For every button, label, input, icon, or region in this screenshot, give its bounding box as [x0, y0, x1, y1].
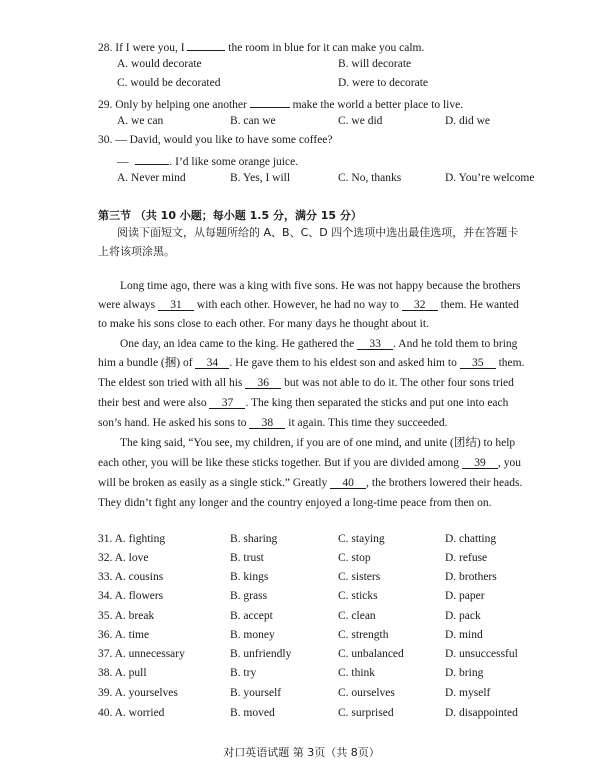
q35-option-d: D. pack — [445, 610, 481, 622]
q30-option-d: D. You’re welcome — [445, 172, 535, 184]
q38-option-d: D. bring — [445, 667, 484, 679]
text-segment: One day, an idea came to the king. He gathered the — [120, 338, 355, 350]
text-segment: son’s hand. He asked his sons to — [98, 417, 247, 429]
section-3-instruction-line-1: 阅读下面短文，从每题所给的 A、B、C、D 四个选项中选出最佳选项，并在答题卡 — [117, 226, 519, 239]
q36-option-d: D. mind — [445, 629, 483, 641]
q30-option-c: C. No, thanks — [338, 172, 402, 184]
q30-option-b: B. Yes, I will — [230, 172, 291, 184]
q28-option-a: A. would decorate — [117, 58, 202, 70]
q39-option-d: D. myself — [445, 687, 491, 699]
q37-option-a: 37. A. unnecessary — [98, 648, 185, 660]
q35-option-b: B. accept — [230, 610, 273, 622]
q31-option-a: 31. A. fighting — [98, 533, 166, 545]
passage-p1-line-1: Long time ago, there was a king with five sons. He was not happy because the brothers — [120, 280, 521, 292]
q29-option-c: C. we did — [338, 115, 383, 127]
text-segment: it again. This time they succeeded. — [288, 417, 448, 429]
q28-option-b: B. will decorate — [338, 58, 412, 70]
blank-39: 39 — [462, 456, 498, 469]
q40-option-d: D. disappointed — [445, 707, 518, 719]
q28-stem-end: the room in blue for it can make you calm. — [228, 42, 425, 54]
q35-option-a: 35. A. break — [98, 610, 155, 622]
q39-option-c: C. ourselves — [338, 687, 395, 699]
text-segment: , you — [497, 457, 521, 469]
q37-option-c: C. unbalanced — [338, 648, 404, 660]
passage-p3-line-2 — [98, 456, 521, 470]
text-segment: but was not able to do it. The other four sons tried — [284, 377, 514, 389]
q40-option-c: C. surprised — [338, 707, 394, 719]
q29-stem-end: make the world a better place to live. — [292, 99, 464, 111]
question-29-stem — [98, 95, 463, 112]
q34-option-a: 34. A. flowers — [98, 590, 164, 602]
q39-option-a: 39. A. yourselves — [98, 687, 178, 699]
q31-option-b: B. sharing — [230, 533, 278, 545]
passage-p2-line-5 — [98, 416, 447, 430]
blank-37: 37 — [209, 396, 245, 409]
q29-option-d: D. did we — [445, 115, 491, 127]
q31-option-c: C. staying — [338, 533, 385, 545]
blank-35: 35 — [460, 356, 496, 369]
text-segment: their best and were also — [98, 397, 207, 409]
text-segment: them. — [498, 357, 525, 369]
text-segment: them. He wanted — [440, 299, 519, 311]
q28-blank — [187, 38, 225, 51]
passage-p1-line-3: to make his sons close to each other. For many days he thought about it. — [98, 318, 429, 330]
q29-blank — [250, 95, 290, 108]
page-footer: 对口英语试题 第 3页（共 8页） — [223, 746, 380, 759]
q40-option-a: 40. A. worried — [98, 707, 165, 719]
q33-option-b: B. kings — [230, 571, 269, 583]
q32-option-a: 32. A. love — [98, 552, 149, 564]
q32-option-c: C. stop — [338, 552, 371, 564]
text-segment: each other, you will be like these sticks together. But if you are divided among — [98, 457, 460, 469]
q38-option-c: C. think — [338, 667, 376, 679]
q32-option-d: D. refuse — [445, 552, 488, 564]
section-3-instruction-line-2: 上将该项涂黑。 — [98, 245, 175, 258]
q33-option-c: C. sisters — [338, 571, 381, 583]
q30-reply-end: . I’d like some orange juice. — [169, 156, 299, 168]
passage-p3-line-1: The king said, “You see, my children, if you are of one mind, and unite (团结) to help — [120, 437, 516, 449]
q28-stem-start: 28. If I were you, I — [98, 42, 185, 54]
passage-p3-line-4: They didn’t fight any longer and the country enjoyed a long-time peace from then on. — [98, 497, 492, 509]
q33-option-d: D. brothers — [445, 571, 497, 583]
text-segment: . The king then separated the sticks and put one into each — [245, 397, 509, 409]
q37-option-b: B. unfriendly — [230, 648, 292, 660]
text-segment: . And he told them to bring — [393, 338, 518, 350]
q29-option-a: A. we can — [117, 115, 164, 127]
section-3-title: 第三节 （共 10 小题；每小题 1.5 分，满分 15 分） — [98, 209, 362, 222]
question-30-stem: 30. — David, would you like to have some coffee? — [98, 134, 333, 146]
text-segment: will be broken as easily as a single stick.” Greatly — [98, 477, 328, 489]
passage-p3-line-3 — [98, 476, 522, 490]
text-segment: The eldest son tried with all his — [98, 377, 243, 389]
passage-p2-line-4 — [98, 396, 508, 410]
q30-option-a: A. Never mind — [117, 172, 186, 184]
q30-blank — [135, 152, 169, 165]
blank-38: 38 — [249, 416, 285, 429]
blank-40: 40 — [330, 476, 366, 489]
blank-31: 31 — [158, 298, 194, 311]
q30-reply — [117, 152, 298, 169]
q28-option-c: C. would be decorated — [117, 77, 221, 89]
q36-option-c: C. strength — [338, 629, 389, 641]
q33-option-a: 33. A. cousins — [98, 571, 164, 583]
passage-p1-line-2 — [98, 298, 519, 312]
passage-p2-line-3 — [98, 376, 514, 390]
blank-32: 32 — [402, 298, 438, 311]
q39-option-b: B. yourself — [230, 687, 282, 699]
q28-option-d: D. were to decorate — [338, 77, 429, 89]
q35-option-c: C. clean — [338, 610, 376, 622]
blank-34: 34 — [195, 356, 229, 369]
blank-36: 36 — [245, 376, 281, 389]
question-28-stem — [98, 38, 424, 55]
passage-p2-line-2 — [98, 356, 524, 370]
text-segment: with each other. However, he had no way to — [196, 299, 399, 311]
q31-option-d: D. chatting — [445, 533, 497, 545]
text-segment: were always — [98, 299, 156, 311]
q36-option-a: 36. A. time — [98, 629, 150, 641]
q38-option-a: 38. A. pull — [98, 667, 147, 679]
q29-option-b: B. can we — [230, 115, 276, 127]
q40-option-b: B. moved — [230, 707, 275, 719]
q29-stem-start: 29. Only by helping one another — [98, 99, 247, 111]
q34-option-b: B. grass — [230, 590, 268, 602]
q38-option-b: B. try — [230, 667, 257, 679]
q30-dash: — — [117, 156, 129, 168]
text-segment: , the brothers lowered their heads. — [366, 477, 523, 489]
q36-option-b: B. money — [230, 629, 275, 641]
passage-p2-line-1 — [120, 337, 517, 351]
q32-option-b: B. trust — [230, 552, 264, 564]
q34-option-c: C. sticks — [338, 590, 378, 602]
q34-option-d: D. paper — [445, 590, 485, 602]
blank-33: 33 — [357, 337, 393, 350]
text-segment: . He gave them to his eldest son and asked him to — [229, 357, 457, 369]
text-segment: him a bundle (捆) of — [98, 357, 193, 369]
q37-option-d: D. unsuccessful — [445, 648, 518, 660]
